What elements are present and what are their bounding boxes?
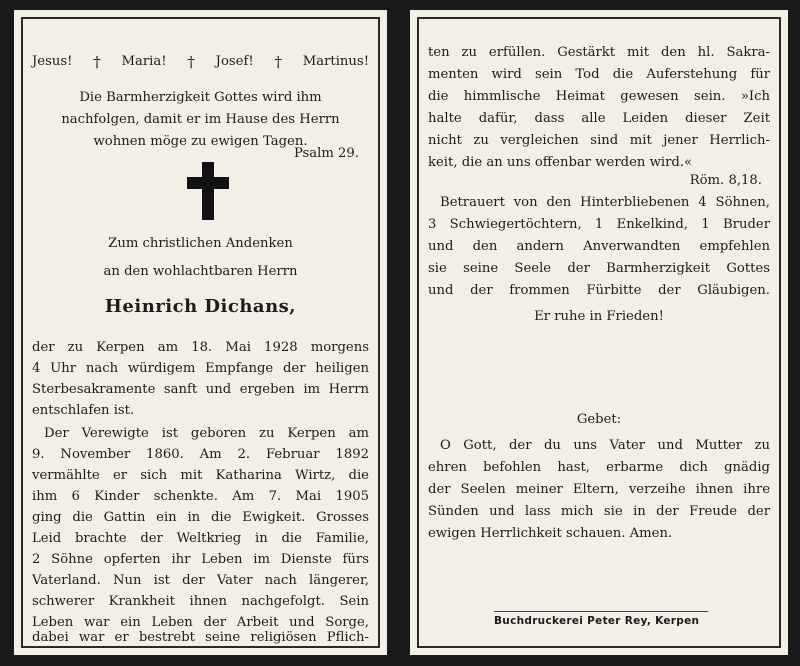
continuation-line: die himmlische Heimat gewesen sein. »Ich	[428, 89, 770, 104]
body-line: schwerer Krankheit ihnen nachgefolgt. Sein	[32, 594, 369, 609]
psalm-line: wohnen möge zu ewigen Tagen.	[93, 134, 308, 149]
prayer-line: ewigen Herrlichkeit schauen. Amen.	[428, 526, 673, 541]
body-line: Sterbesakramente sanft und ergeben im Herrn	[32, 382, 369, 397]
body-line: Vaterland. Nun ist der Vater nach längerer,	[32, 573, 369, 588]
prayer-line: der Seelen meiner Eltern, verzeihe ihnen ihre	[428, 482, 770, 497]
psalm-line: nachfolgen, damit er im Hause des Herrn	[61, 112, 340, 127]
prayer-line: ehren befohlen hast, erbarme dich gnädig	[428, 460, 770, 475]
mourners-line: sie seine Seele der Barmherzigkeit Gottes	[428, 261, 770, 276]
mourners-line: und den andern Anverwandten empfehlen	[428, 239, 770, 254]
body-line: Der Verewigte ist geboren zu Kerpen am	[44, 426, 369, 441]
body-line: der zu Kerpen am 18. Mai 1928 morgens	[32, 340, 369, 355]
continuation-line: keit, die an uns offenbar werden wird.«	[428, 155, 693, 170]
body-line: vermählte er sich mit Katharina Wirtz, die	[32, 468, 369, 483]
mourners-line: 3 Schwiegertöchtern, 1 Enkelkind, 1 Bruder	[428, 217, 770, 232]
psalm-line: Die Barmherzigkeit Gottes wird ihm	[79, 90, 322, 105]
invocation-line	[32, 51, 369, 73]
body-line: Leid brachte der Weltkrieg in die Familie,	[32, 531, 369, 546]
continuation-line: halte dafür, dass alle Leiden dieser Zeit	[428, 111, 770, 126]
dagger-icon: †	[187, 53, 195, 71]
right-card	[410, 10, 788, 655]
continuation-line: nicht zu vergleichen sind mit jener Herrlich-	[428, 133, 770, 148]
body-line: ihm 6 Kinder schenkte. Am 7. Mai 1905	[32, 489, 369, 504]
prayer-title: Gebet:	[576, 412, 622, 427]
left-card	[14, 10, 387, 655]
intro-line: Zum christlichen Andenken	[108, 236, 293, 251]
invocation-martinus: Martinus!	[302, 54, 369, 69]
mourners-line: Betrauert von den Hinterbliebenen 4 Söhnen,	[440, 195, 770, 210]
printer-imprint: Buchdruckerei Peter Rey, Kerpen	[494, 615, 700, 627]
body-line: Leben war ein Leben der Arbeit und Sorge,	[32, 615, 369, 630]
body-line: dabei war er bestrebt seine religiösen Pflich-	[32, 630, 369, 645]
body-line: 2 Söhne opferten ihr Leben im Dienste fürs	[32, 552, 369, 567]
romans-reference: Röm. 8,18.	[689, 173, 762, 188]
dagger-icon: †	[93, 53, 101, 71]
invocation-jesus: Jesus!	[32, 54, 73, 69]
invocation-maria: Maria!	[121, 54, 167, 69]
body-line: entschlafen ist.	[32, 403, 135, 418]
body-line: 9. November 1860. Am 2. Februar 1892	[32, 447, 369, 462]
prayer-line: Sünden und lass mich sie in der Freude der	[428, 504, 770, 519]
deceased-name: Heinrich Dichans,	[104, 296, 297, 317]
intro-line: an den wohlachtbaren Herrn	[103, 264, 298, 279]
rest-in-peace: Er ruhe in Frieden!	[534, 309, 664, 324]
continuation-line: menten wird sein Tod die Auferstehung für	[428, 67, 770, 82]
continuation-line: ten zu erfüllen. Gestärkt mit den hl. Sakra-	[428, 45, 770, 60]
mourners-line: und der frommen Fürbitte der Gläubigen.	[428, 283, 770, 298]
body-line: 4 Uhr nach würdigem Empfange der heiligen	[32, 361, 369, 376]
invocation-josef: Josef!	[215, 54, 254, 69]
body-line: ging die Gattin ein in die Ewigkeit. Grosses	[32, 510, 369, 525]
prayer-line: O Gott, der du uns Vater und Mutter zu	[440, 438, 770, 453]
printer-rule	[494, 611, 708, 612]
psalm-reference: Psalm 29.	[293, 146, 359, 161]
dagger-icon: †	[274, 53, 282, 71]
